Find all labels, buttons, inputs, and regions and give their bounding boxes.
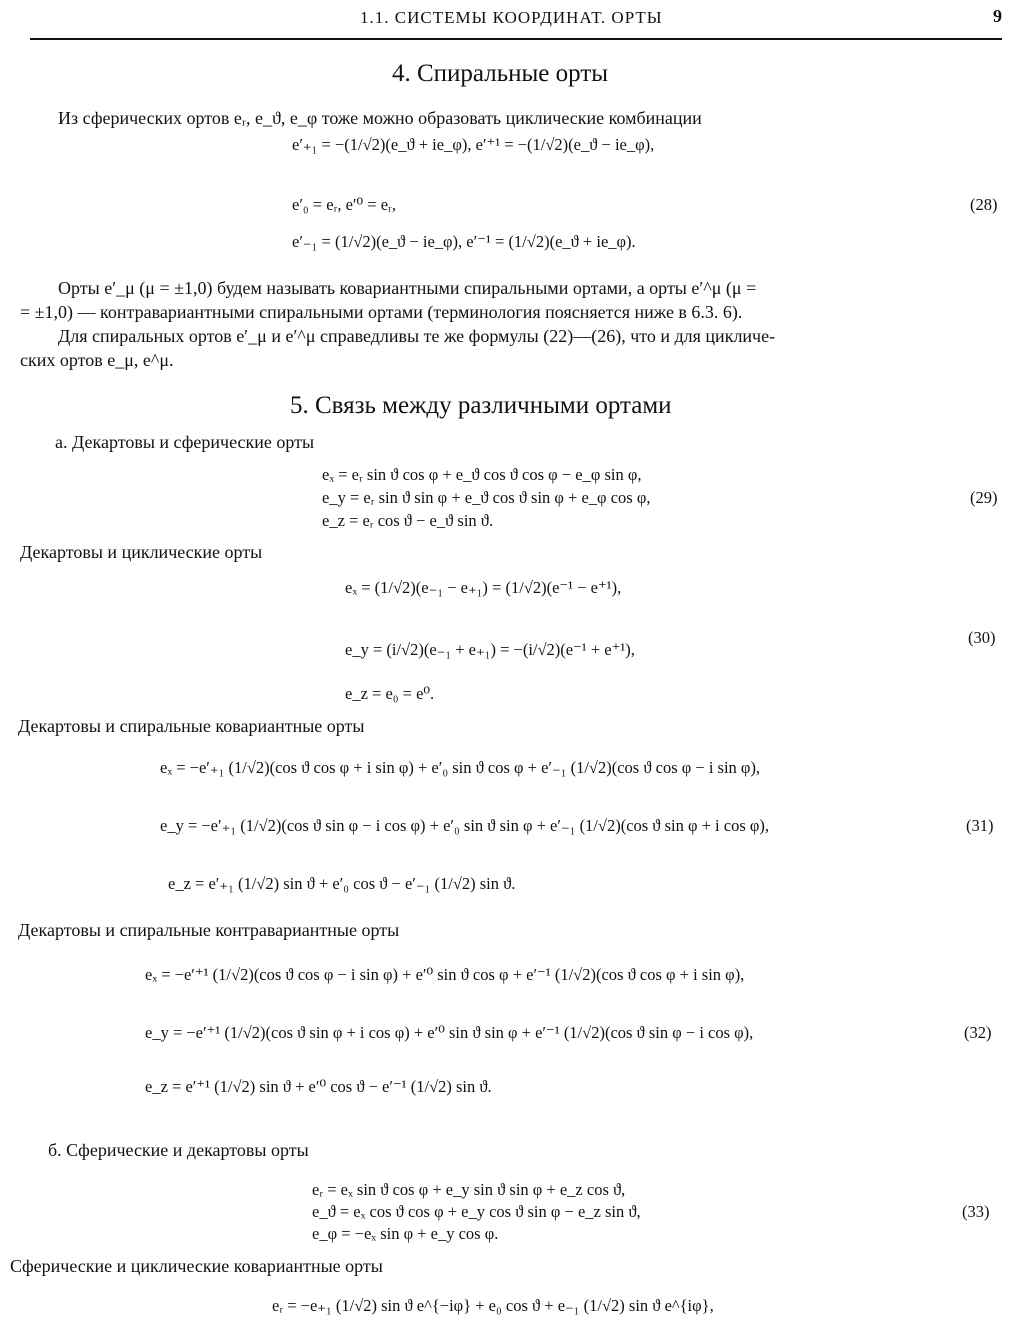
page-header <box>20 6 1010 32</box>
section-4-para-line1: Орты e′_μ (μ = ±1,0) будем называть ковариантными спиральными ортами, а орты e′^μ (μ = <box>58 278 757 298</box>
eq29-row2: e_y = eᵣ sin ϑ sin φ + e_ϑ cos ϑ sin φ + e_φ cos φ, <box>322 488 651 507</box>
heading-spherical-cyclic-covariant: Сферические и циклические ковариантные орты <box>10 1256 383 1276</box>
eq28-row1: e′₊₁ = −(1/√2)(e_ϑ + ie_φ), e′⁺¹ = −(1/√2)(e_ϑ − ie_φ), <box>292 135 655 154</box>
eq30-number: (30) <box>968 628 996 647</box>
heading-cartesian-cyclic: Декартовы и циклические орты <box>20 542 263 562</box>
eq33-row2: e_ϑ = eₓ cos ϑ cos φ + e_y cos ϑ sin φ − e_z sin ϑ, <box>312 1202 641 1221</box>
eq33-row1: eᵣ = eₓ sin ϑ cos φ + e_y sin ϑ sin φ + e_z cos ϑ, <box>312 1180 626 1199</box>
subsection-b-heading: б. Сферические и декартовы орты <box>48 1140 309 1160</box>
eq33-number: (33) <box>962 1202 990 1221</box>
section-5-title: 5. Связь между различными ортами <box>290 392 672 419</box>
eq29-row3: e_z = eᵣ cos ϑ − e_ϑ sin ϑ. <box>322 511 494 530</box>
subsection-a-heading: а. Декартовы и сферические орты <box>55 432 315 452</box>
eq31-row2: e_y = −e′₊₁ (1/√2)(cos ϑ sin φ − i cos φ) + e′₀ sin ϑ sin φ + e′₋₁ (1/√2)(cos ϑ sin φ + i cos φ), <box>160 816 770 835</box>
eq31-number: (31) <box>966 816 994 835</box>
eq28-row2: e′₀ = eᵣ, e′⁰ = eᵣ, <box>292 195 396 214</box>
eq30-row3: e_z = e₀ = e⁰. <box>345 684 435 703</box>
heading-cartesian-spiral-covariant: Декартовы и спиральные ковариантные орты <box>18 716 365 736</box>
section-4-para-line2: = ±1,0) — контравариантными спиральными ортами (терминология поясняется ниже в 6.3. 6). <box>20 302 743 322</box>
eq29-number: (29) <box>970 488 998 507</box>
eq31-row3: e_z = e′₊₁ (1/√2) sin ϑ + e′₀ cos ϑ − e′₋₁ (1/√2) sin ϑ. <box>168 874 516 893</box>
eq32-row1: eₓ = −e′⁺¹ (1/√2)(cos ϑ cos φ − i sin φ) + e′⁰ sin ϑ cos φ + e′⁻¹ (1/√2)(cos ϑ cos φ + i sin φ), <box>145 965 745 984</box>
section-4-intro: Из сферических ортов eᵣ, e_ϑ, e_φ тоже можно образовать циклические комбинации <box>58 108 702 128</box>
eq32-row2: e_y = −e′⁺¹ (1/√2)(cos ϑ sin φ + i cos φ) + e′⁰ sin ϑ sin φ + e′⁻¹ (1/√2)(cos ϑ sin φ − i cos φ), <box>145 1023 754 1042</box>
eq34-row1: eᵣ = −e₊₁ (1/√2) sin ϑ e^{−iφ} + e₀ cos ϑ + e₋₁ (1/√2) sin ϑ e^{iφ}, <box>272 1296 714 1315</box>
running-title: 1.1. СИСТЕМЫ КООРДИНАТ. ОРТЫ <box>360 8 663 27</box>
eq28-row3: e′₋₁ = (1/√2)(e_ϑ − ie_φ), e′⁻¹ = (1/√2)(e_ϑ + ie_φ). <box>292 232 636 251</box>
header-rule <box>30 38 1002 40</box>
eq30-row2: e_y = (i/√2)(e₋₁ + e₊₁) = −(i/√2)(e⁻¹ + e⁺¹), <box>345 640 635 659</box>
page-number: 9 <box>993 6 1002 26</box>
eq32-number: (32) <box>964 1023 992 1042</box>
section-4-title: 4. Спиральные орты <box>392 60 609 87</box>
eq32-row3: e_z = e′⁺¹ (1/√2) sin ϑ + e′⁰ cos ϑ − e′⁻¹ (1/√2) sin ϑ. <box>145 1077 492 1096</box>
eq30-row1: eₓ = (1/√2)(e₋₁ − e₊₁) = (1/√2)(e⁻¹ − e⁺¹), <box>345 578 622 597</box>
eq31-row1: eₓ = −e′₊₁ (1/√2)(cos ϑ cos φ + i sin φ) + e′₀ sin ϑ cos φ + e′₋₁ (1/√2)(cos ϑ cos φ − i sin φ), <box>160 758 761 777</box>
section-4-para-line4: ских ортов e_μ, e^μ. <box>20 350 174 370</box>
eq33-row3: e_φ = −eₓ sin φ + e_y cos φ. <box>312 1224 499 1243</box>
section-4-para-line3: Для спиральных ортов e′_μ и e′^μ справедливы те же формулы (22)—(26), что и для цикличе- <box>58 326 776 346</box>
heading-cartesian-spiral-contravariant: Декартовы и спиральные контравариантные орты <box>18 920 400 940</box>
eq29-row1: eₓ = eᵣ sin ϑ cos φ + e_ϑ cos ϑ cos φ − e_φ sin φ, <box>322 465 642 484</box>
eq28-number: (28) <box>970 195 998 214</box>
